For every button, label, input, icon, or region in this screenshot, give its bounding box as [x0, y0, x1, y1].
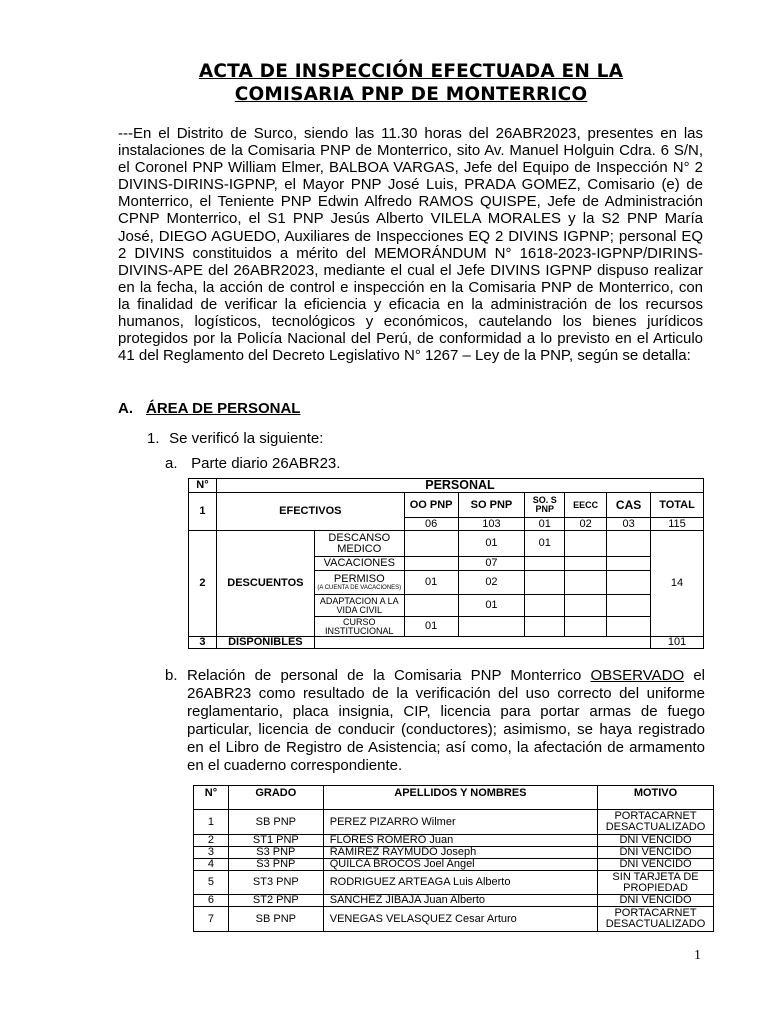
table-row	[194, 810, 714, 835]
item-1-number: 1.	[147, 430, 160, 447]
permiso-cell	[314, 571, 404, 595]
efectivos-cas: 03	[607, 518, 651, 531]
row-grado: ST3 PNP	[228, 871, 323, 895]
header-grado: GRADO	[228, 786, 323, 810]
permiso-so: 02	[458, 571, 525, 595]
permiso-label: PERMISO	[333, 573, 385, 585]
permiso-eecc	[565, 571, 607, 595]
item-b	[165, 667, 705, 775]
intro-paragraph: ---En el Distrito de Surco, siendo las 11.30 horas del 26ABR2023, presentes en las instalaciones de la Comisaria PNP de Monterrico, sito Av. Manuel Holguin Cdra. 6 S/N, el Coronel PNP William Elmer, BALBOA VARGAS, Jefe del Equipo de Inspección N° 2 DIVINS-DIRINS-IGPNP, el Mayor PNP José Luis, PRADA GOMEZ, Comisario (e) de Monterrico, el Teniente PNP Edwin Alfredo RAMOS QUISPE, Jefe de Administración CPNP Monterrico, el S1 PNP Jesús Alberto VILELA MORALES y la S2 PNP María José, DIEGO AGUEDO, Auxiliares de Inspecciones EQ 2 DIVINS IGPNP; personal EQ 2 DIVINS constituidos a mérito del MEMORÁNDUM N° 1618-2023-IGPNP/DIRINS-DIVINS-APE del 26ABR2023, mediante el cual el Jefe DIVINS IGPNP dispuso realizar en la fecha, la acción de control e inspección en la Comisaria PNP de Monterrico, con la finalidad de verificar la eficiencia y eficacia en la administración de los recursos humanos, logísticos, tecnológicos y económicos, cautelando los bienes jurídicos protegidos por la Policía Nacional del Perú, de conformidad a lo previsto en el Articulo 41 del Reglamento del Decreto Legislativo N° 1267 – Ley de la PNP, según se detalla:	[118, 125, 703, 365]
section-a-letter: A.	[118, 400, 133, 417]
row-grado: SB PNP	[228, 810, 323, 835]
personal-header-no: N°	[189, 479, 217, 493]
descanso-cas	[607, 531, 651, 557]
descanso-label: DESCANSO MEDICO	[314, 531, 404, 557]
adaptacion-cas	[607, 595, 651, 617]
adaptacion-label: ADAPTACION A LA VIDA CIVIL	[314, 595, 404, 617]
page-number: 1	[694, 948, 701, 963]
descanso-eecc	[565, 531, 607, 557]
row-motivo: DNI VENCIDO	[598, 895, 714, 907]
vacaciones-so: 07	[458, 557, 525, 571]
descuentos-total: 14	[651, 531, 704, 637]
descanso-oo	[404, 531, 458, 557]
curso-so	[458, 617, 525, 637]
efectivos-sos: 01	[525, 518, 565, 531]
header-no: N°	[194, 786, 229, 810]
table-row	[194, 859, 714, 871]
item-a	[165, 455, 340, 472]
row-grado: SB PNP	[228, 907, 323, 932]
item-a-text: Parte diario 26ABR23.	[191, 455, 341, 472]
item-1	[147, 430, 323, 447]
permiso-note: (A CUENTA DE VACACIONES)	[317, 585, 402, 591]
row-2-number: 2	[189, 531, 217, 637]
permiso-cas	[607, 571, 651, 595]
curso-label: CURSO INSTITUCIONAL	[314, 617, 404, 637]
row-motivo: DNI VENCIDO	[598, 835, 714, 847]
adaptacion-eecc	[565, 595, 607, 617]
efectivos-oo: 06	[404, 518, 458, 531]
curso-oo: 01	[404, 617, 458, 637]
row-no: 7	[194, 907, 229, 932]
row-3-number: 3	[189, 637, 217, 649]
observed-personnel-table	[193, 785, 714, 932]
row-nombre: QUILCA BROCOS Joel Angel	[323, 859, 597, 871]
row-motivo: SIN TARJETA DE PROPIEDAD	[598, 871, 714, 895]
table-row	[194, 847, 714, 859]
row-no: 5	[194, 871, 229, 895]
personal-table	[188, 478, 704, 649]
descanso-so: 01	[458, 531, 525, 557]
vacaciones-cas	[607, 557, 651, 571]
observed-header-row	[194, 786, 714, 810]
row-motivo: DNI VENCIDO	[598, 847, 714, 859]
row-nombre: VENEGAS VELASQUEZ Cesar Arturo	[323, 907, 597, 932]
permiso-sos	[525, 571, 565, 595]
header-motivo: MOTIVO	[598, 786, 714, 810]
row-grado: S3 PNP	[228, 859, 323, 871]
document-title	[0, 60, 768, 106]
title-line-2: COMISARIA PNP DE MONTERRICO	[234, 84, 588, 105]
vacaciones-label: VACACIONES	[314, 557, 404, 571]
row-nombre: FLORES ROMERO Juan	[323, 835, 597, 847]
row-motivo: DNI VENCIDO	[598, 859, 714, 871]
col-total: TOTAL	[651, 493, 704, 518]
row-nombre: RAMIREZ RAYMUDO Joseph	[323, 847, 597, 859]
curso-cas	[607, 617, 651, 637]
row-no: 1	[194, 810, 229, 835]
adaptacion-sos	[525, 595, 565, 617]
row-no: 2	[194, 835, 229, 847]
item-b-observado: OBSERVADO	[590, 667, 685, 684]
permiso-oo: 01	[404, 571, 458, 595]
item-b-paragraph	[187, 667, 705, 775]
item-a-letter: a.	[165, 455, 178, 472]
col-cas: CAS	[607, 493, 651, 518]
table-row	[194, 895, 714, 907]
curso-sos	[525, 617, 565, 637]
vacaciones-oo	[404, 557, 458, 571]
header-nombres: APELLIDOS Y NOMBRES	[323, 786, 597, 810]
descuentos-label: DESCUENTOS	[216, 531, 314, 637]
descanso-sos: 01	[525, 531, 565, 557]
efectivos-label: EFECTIVOS	[216, 493, 404, 531]
disponibles-empty	[314, 637, 650, 649]
section-a-title: ÁREA DE PERSONAL	[146, 400, 301, 417]
row-nombre: RODRIGUEZ ARTEAGA Luis Alberto	[323, 871, 597, 895]
adaptacion-oo	[404, 595, 458, 617]
title-line-1: ACTA DE INSPECCIÓN EFECTUADA EN LA	[198, 61, 624, 82]
row-no: 6	[194, 895, 229, 907]
efectivos-eecc: 02	[565, 518, 607, 531]
row-no: 4	[194, 859, 229, 871]
col-so-pnp: SO PNP	[458, 493, 525, 518]
row-grado: S3 PNP	[228, 847, 323, 859]
efectivos-so: 103	[458, 518, 525, 531]
adaptacion-so: 01	[458, 595, 525, 617]
table-row	[194, 871, 714, 895]
row-1-number: 1	[189, 493, 217, 531]
curso-eecc	[565, 617, 607, 637]
item-b-text-post: el 26ABR23 como resultado de la verificación del uso correcto del uniforme reglamentario, placa insignia, CIP, licencia para portar armas de fuego particular, licencia de conducir (conductores); asimismo, se haya registrado en el Libro de Registro de Asistencia; así como, la afectación de armamento en el cuaderno correspondiente.	[187, 667, 705, 774]
efectivos-total: 115	[651, 518, 704, 531]
col-eecc: EECC	[565, 493, 607, 518]
personal-header: PERSONAL	[216, 479, 703, 493]
item-b-letter: b.	[165, 667, 178, 684]
disponibles-label: DISPONIBLES	[216, 637, 314, 649]
row-nombre: SANCHEZ JIBAJA Juan Alberto	[323, 895, 597, 907]
item-b-text-pre: Relación de personal de la Comisaria PNP Monterrico	[187, 667, 591, 684]
row-nombre: PEREZ PIZARRO Wilmer	[323, 810, 597, 835]
table-row	[194, 907, 714, 932]
vacaciones-eecc	[565, 557, 607, 571]
vacaciones-sos	[525, 557, 565, 571]
col-sos-pnp: SO. S PNP	[525, 493, 565, 518]
disponibles-total: 101	[651, 637, 704, 649]
table-row	[194, 835, 714, 847]
row-grado: ST2 PNP	[228, 895, 323, 907]
row-motivo: PORTACARNET DESACTUALIZADO	[598, 907, 714, 932]
item-1-text: Se verificó la siguiente:	[169, 430, 324, 447]
section-a-heading	[118, 400, 300, 417]
col-oo-pnp: OO PNP	[404, 493, 458, 518]
row-grado: ST1 PNP	[228, 835, 323, 847]
row-motivo: PORTACARNET DESACTUALIZADO	[598, 810, 714, 835]
row-no: 3	[194, 847, 229, 859]
